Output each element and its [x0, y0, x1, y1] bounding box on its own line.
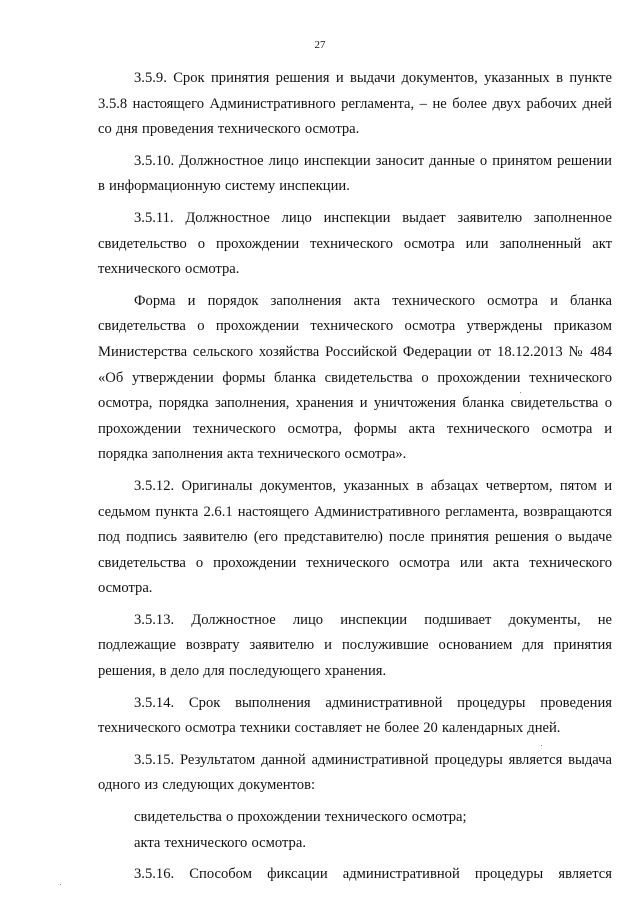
paragraph-form-order: Форма и порядок заполнения акта технического осмотра и бланка свидетельства о прохождении технического осмотра утверждены приказом Министерства сельского хозяйства Российской Федерации от 18.12.2013 № 484 «Об утверждении формы бланка свидетельства о прохождении технического осмотра, порядка заполнения, хранения и уничтожения бланка свидетельства о прохождении технического осмотра, формы акта технического осмотра и порядка заполнения акта технического осмотра».: [98, 292, 612, 463]
paragraph-3-5-11: 3.5.11. Должностное лицо инспекции выдает заявителю заполненное свидетельство о прохождении технического осмотра или заполненный акт технического осмотра.: [98, 209, 612, 278]
paragraph-3-5-10: 3.5.10. Должностное лицо инспекции заносит данные о принятом решении в информационную систему инспекции.: [98, 152, 612, 195]
paragraph-3-5-16: 3.5.16. Способом фиксации административной процедуры является: [134, 866, 612, 883]
scan-speck: [541, 745, 542, 746]
paragraph-3-5-9: 3.5.9. Срок принятия решения и выдачи документов, указанных в пункте 3.5.8 настоящего Административного регламента, – не более двух рабочих дней со дня проведения технического осмотра.: [98, 70, 612, 138]
paragraph-3-5-15: 3.5.15. Результатом данной административной процедуры является выдача одного из следующих документов:: [98, 751, 612, 794]
document-body: [98, 66, 612, 894]
scan-speck: [520, 392, 521, 393]
list-item-certificate: свидетельства о прохождении технического осмотра;: [134, 809, 467, 826]
paragraph-3-5-14: 3.5.14. Срок выполнения административной процедуры проведения технического осмотра техники составляет не более 20 календарных дней.: [98, 694, 612, 737]
list-item-act: акта технического осмотра.: [134, 834, 306, 851]
page-number: 27: [314, 39, 326, 51]
paragraph-3-5-12: 3.5.12. Оригиналы документов, указанных в абзацах четвертом, пятом и седьмом пункта 2.6.1 настоящего Административного регламента, возвращаются под подпись заявителю (его представителю) после принятия решения о выдаче свидетельства о прохождении технического осмотра или акта технического осмотра.: [98, 477, 612, 597]
scan-speck: [60, 884, 61, 885]
paragraph-3-5-13: 3.5.13. Должностное лицо инспекции подшивает документы, не подлежащие возврату заявителю и послужившие основанием для принятия решения, в дело для последующего хранения.: [98, 611, 612, 680]
